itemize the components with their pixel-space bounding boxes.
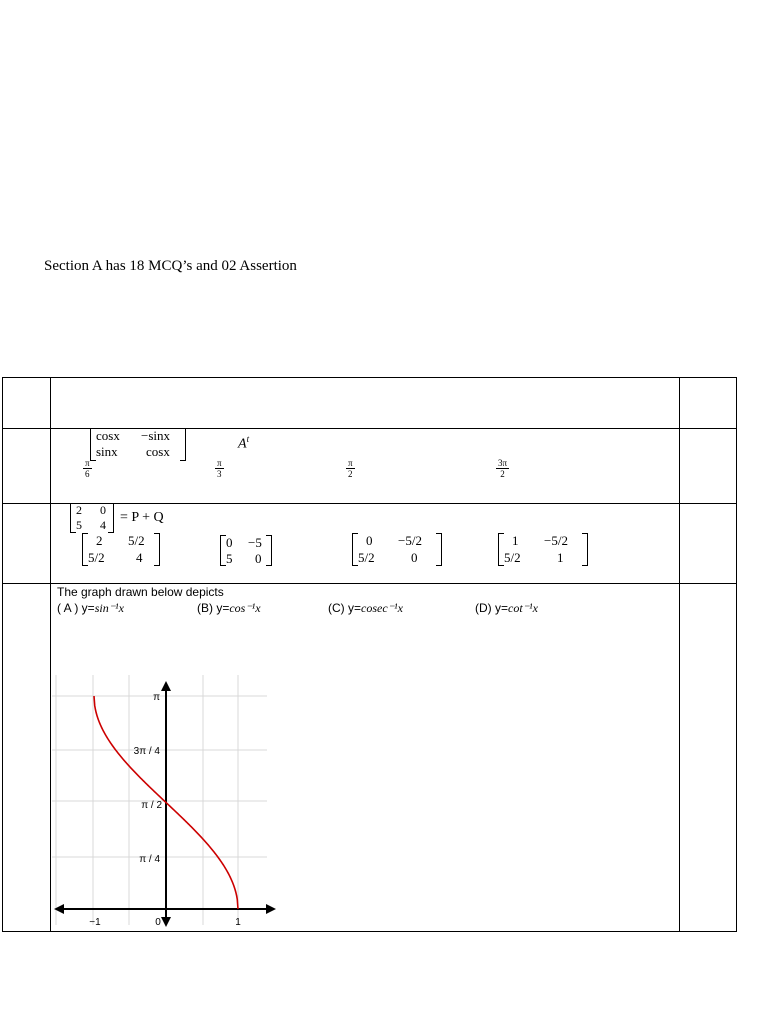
matrix-cell: 2	[76, 503, 82, 517]
row-divider	[3, 583, 736, 584]
q1-option-d[interactable]: 3π 2	[498, 458, 508, 479]
option-label: (C) y=	[328, 601, 361, 615]
y-axis-down-arrow	[161, 917, 171, 927]
q3-option-a[interactable]	[57, 601, 124, 616]
option-expression: cos⁻¹x	[229, 601, 261, 615]
matrix-cell: −5	[248, 535, 262, 550]
q2-option-c[interactable]	[352, 533, 442, 566]
x-tick-label: 0	[155, 917, 161, 928]
option-label: (D) y=	[475, 601, 508, 615]
x-axis-right-arrow	[266, 904, 276, 914]
matrix-cell: 5	[226, 551, 233, 566]
column-divider	[50, 378, 51, 931]
matrix-cell: 1	[557, 550, 564, 565]
matrix-cell: 0	[100, 503, 106, 517]
matrix-cell: cosx	[96, 428, 120, 443]
x-tick-label: −1	[89, 917, 101, 928]
matrix-cell: 0	[411, 550, 418, 565]
matrix-cell: 4	[136, 550, 143, 565]
q2-equation: = P + Q	[120, 510, 164, 525]
q2-matrix	[70, 503, 114, 533]
y-axis-up-arrow	[161, 681, 171, 691]
q1-option-c[interactable]: π 2	[348, 458, 353, 479]
q1-option-b[interactable]: π 3	[217, 458, 222, 479]
option-expression: cosec⁻¹x	[361, 601, 403, 615]
matrix-cell: cosx	[146, 444, 170, 459]
matrix-cell: 4	[100, 518, 106, 532]
q3-option-b[interactable]	[197, 601, 261, 616]
option-expression: sin⁻¹x	[94, 601, 124, 615]
x-tick-label: 1	[235, 917, 241, 928]
matrix-cell: 5/2	[504, 550, 521, 565]
matrix-cell: 0	[366, 533, 373, 548]
q2-option-b[interactable]	[220, 535, 272, 566]
matrix-cell: 5	[76, 518, 82, 532]
matrix-cell: 2	[96, 533, 103, 548]
y-tick-label: π / 2	[141, 800, 162, 811]
y-tick-label: π / 4	[139, 854, 160, 865]
y-tick-label: 3π / 4	[133, 746, 160, 757]
q3-option-c[interactable]	[328, 601, 403, 616]
option-label: ( A ) y=	[57, 601, 95, 615]
matrix-cell: 5/2	[128, 533, 145, 548]
q1-option-a[interactable]: π 6	[85, 458, 90, 479]
matrix-cell: 0	[226, 535, 233, 550]
column-divider	[679, 378, 680, 931]
matrix-cell: 5/2	[358, 550, 375, 565]
matrix-cell: 1	[512, 533, 519, 548]
matrix-cell: sinx	[96, 444, 118, 459]
q3-stem: The graph drawn below depicts	[57, 585, 224, 599]
matrix-cell: 5/2	[88, 550, 105, 565]
q3-option-d[interactable]	[475, 601, 538, 616]
matrix-cell: 0	[255, 551, 262, 566]
transpose-symbol: $A^t$	[238, 434, 250, 452]
option-expression: cot⁻¹x	[508, 601, 538, 615]
inverse-trig-graph	[52, 675, 282, 930]
option-label: (B) y=	[197, 601, 230, 615]
q2-option-d[interactable]	[498, 533, 588, 566]
y-tick-label: π	[153, 692, 160, 703]
matrix-cell: −sinx	[141, 428, 171, 443]
graph-axes	[54, 681, 276, 927]
matrix-cell: −5/2	[544, 533, 568, 548]
matrix-cell: −5/2	[398, 533, 422, 548]
q1-matrix	[90, 428, 186, 461]
q2-option-a[interactable]	[82, 533, 160, 566]
section-instructions: Section A has 18 MCQ’s and 02 Assertion	[44, 258, 297, 274]
